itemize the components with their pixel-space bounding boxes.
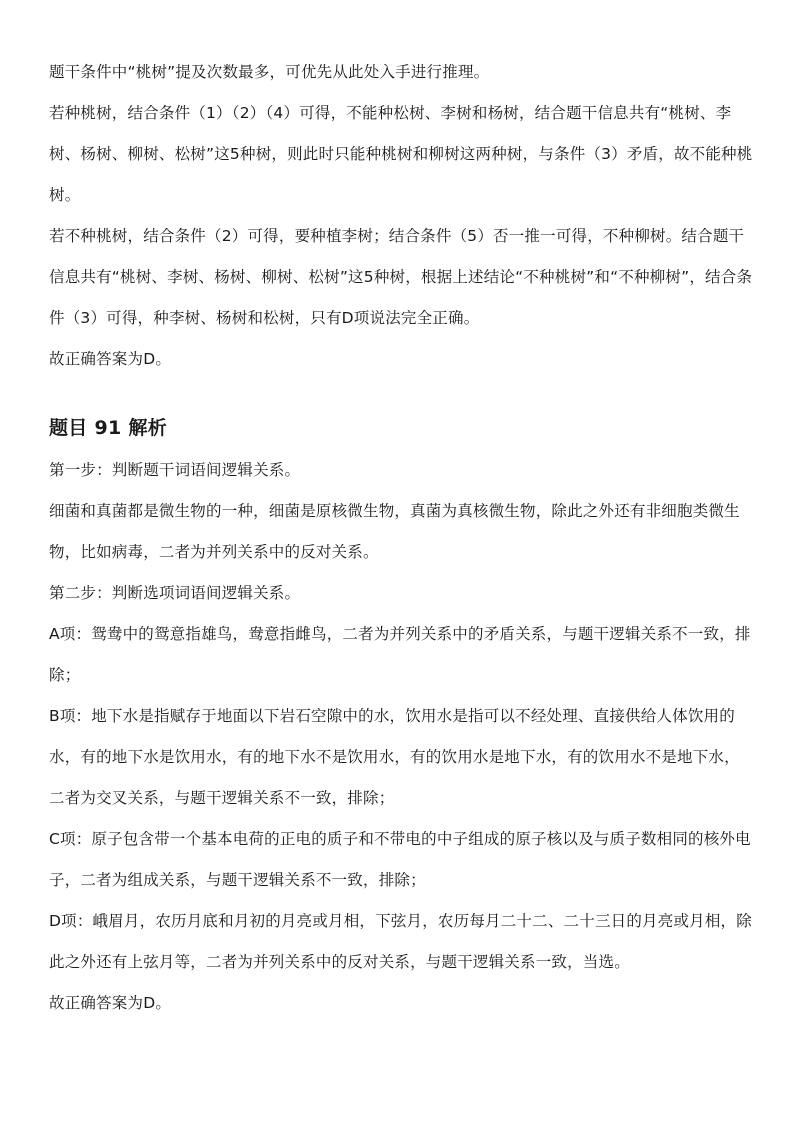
- document-page: [49, 52, 755, 1024]
- paragraph-case-peach: 若种桃树，结合条件（1）（2）（4）可得，不能种松树、李树和杨树，结合题干信息共有“桃树、李树、杨树、柳树、松树”这5种树，则此时只能种桃树和柳树这两种树，与条件（3）矛盾，故不能种桃树。: [49, 104, 753, 204]
- previous-answer-section: [49, 52, 755, 380]
- question-91-explanation: [49, 450, 755, 1024]
- paragraph-answer: 故正确答案为D。: [49, 994, 172, 1012]
- paragraph-step-two: 第二步：判断选项词语间逻辑关系。: [49, 584, 301, 602]
- paragraph-stem-analysis: 细菌和真菌都是微生物的一种，细菌是原核微生物，真菌为真核微生物，除此之外还有非细胞类微生物，比如病毒，二者为并列关系中的反对关系。: [49, 502, 740, 561]
- paragraph-answer: 故正确答案为D。: [49, 350, 172, 368]
- paragraph-hint: 题干条件中“桃树”提及次数最多，可优先从此处入手进行推理。: [49, 63, 490, 81]
- question-91-title: 题目 91 解析: [49, 417, 168, 439]
- paragraph-case-no-peach: 若不种桃树，结合条件（2）可得，要种植李树；结合条件（5）否一推一可得，不种柳树。结合题干信息共有“桃树、李树、杨树、柳树、松树”这5种树，根据上述结论“不种桃树”和“不种柳树”，结合条件（3）可得，种李树、杨树和松树，只有D项说法完全正确。: [49, 227, 753, 327]
- paragraph-option-a: A项：鸳鸯中的鸳意指雄鸟，鸯意指雌鸟，二者为并列关系中的矛盾关系，与题干逻辑关系不一致，排除；: [49, 625, 751, 684]
- paragraph-option-d: D项：峨眉月，农历月底和月初的月亮或月相，下弦月，农历每月二十二、二十三日的月亮或月相，除此之外还有上弦月等，二者为并列关系中的反对关系，与题干逻辑关系一致，当选。: [49, 912, 752, 971]
- paragraph-option-b: B项：地下水是指赋存于地面以下岩石空隙中的水，饮用水是指可以不经处理、直接供给人体饮用的水，有的地下水是饮用水，有的地下水不是饮用水，有的饮用水是地下水，有的饮用水不是地下水，二者为交叉关系，与题干逻辑关系不一致，排除；: [49, 707, 740, 807]
- paragraph-step-one: 第一步：判断题干词语间逻辑关系。: [49, 461, 301, 479]
- paragraph-option-c: C项：原子包含带一个基本电荷的正电的质子和不带电的中子组成的原子核以及与质子数相同的核外电子，二者为组成关系，与题干逻辑关系不一致，排除；: [49, 830, 751, 889]
